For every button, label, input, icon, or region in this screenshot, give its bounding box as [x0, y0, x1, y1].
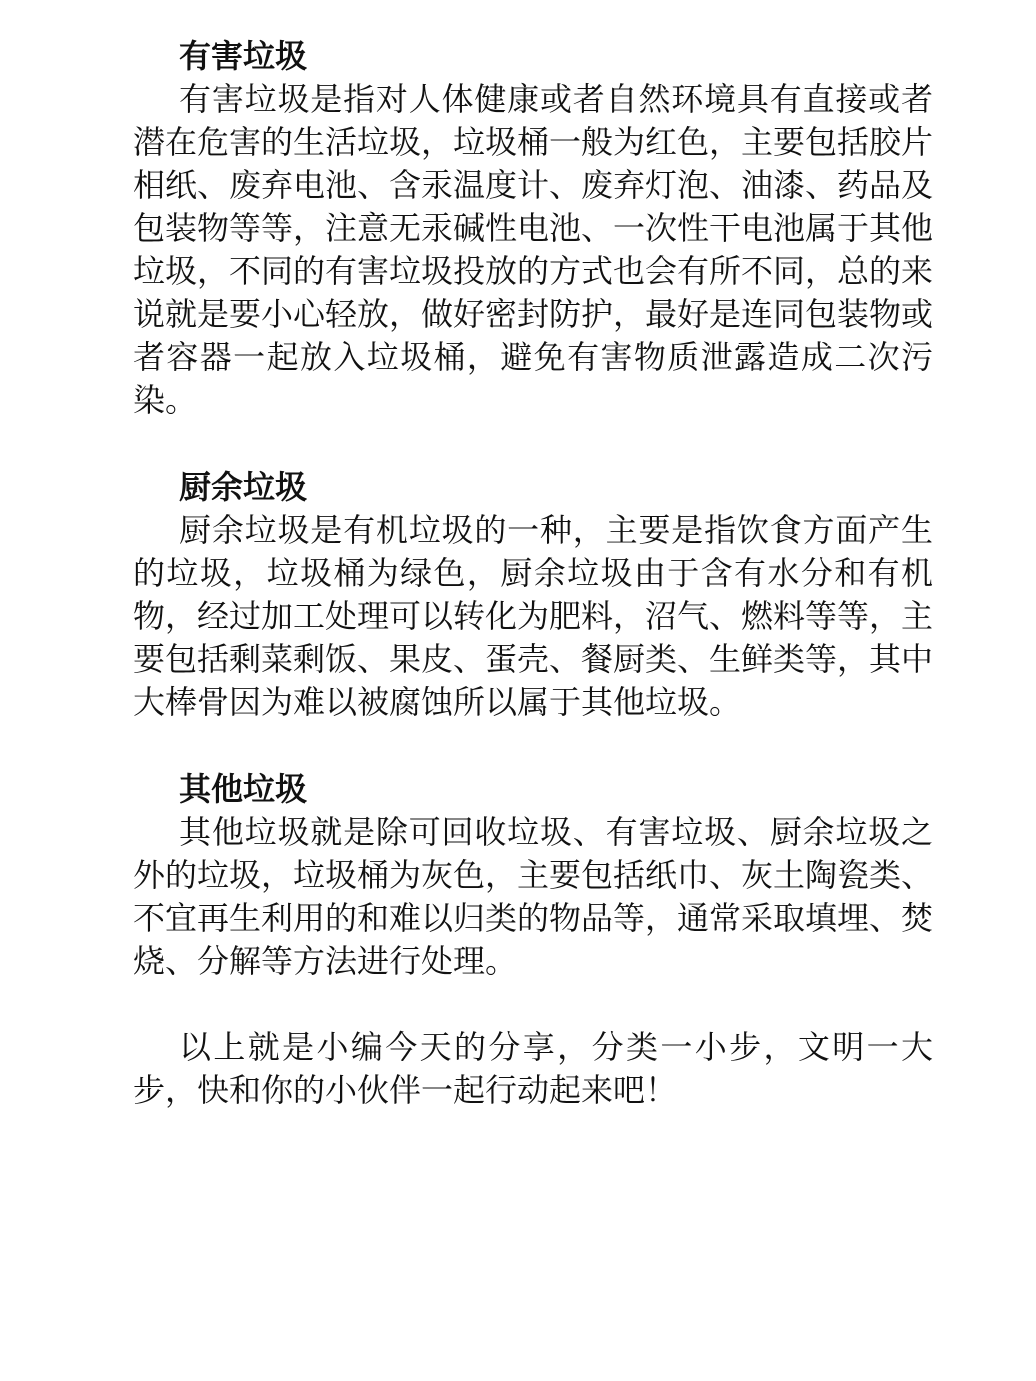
section-hazardous-waste — [133, 34, 933, 422]
closing-paragraph: 以上就是小编今天的分享，分类一小步，文明一大步，快和你的小伙伴一起行动起来吧！ — [133, 1028, 933, 1109]
closing-section — [133, 1026, 933, 1112]
section-heading: 其他垃圾 — [179, 770, 308, 808]
section-other-waste — [133, 767, 933, 983]
section-kitchen-waste — [133, 465, 933, 724]
spacer — [133, 422, 933, 465]
section-body: 其他垃圾就是除可回收垃圾、有害垃圾、厨余垃圾之外的垃圾，垃圾桶为灰色，主要包括纸巾、灰土陶瓷类、不宜再生利用的和难以归类的物品等，通常采取填埋、焚烧、分解等方法进行处理。 — [133, 813, 934, 980]
spacer — [133, 724, 933, 767]
section-body: 有害垃圾是指对人体健康或者自然环境具有直接或者潜在危害的生活垃圾，垃圾桶一般为红色，主要包括胶片相纸、废弃电池、含汞温度计、废弃灯泡、油漆、药品及包装物等等，注意无汞碱性电池、一次性干电池属于其他垃圾，不同的有害垃圾投放的方式也会有所不同，总的来说就是要小心轻放，做好密封防护，最好是连同包装物或者容器一起放入垃圾桶，避免有害物质泄露造成二次污染。 — [133, 80, 934, 419]
article — [133, 34, 933, 1112]
spacer — [133, 983, 933, 1026]
section-heading: 有害垃圾 — [179, 37, 308, 75]
section-body: 厨余垃圾是有机垃圾的一种，主要是指饮食方面产生的垃圾，垃圾桶为绿色，厨余垃圾由于含有水分和有机物，经过加工处理可以转化为肥料，沼气、燃料等等，主要包括剩菜剩饭、果皮、蛋壳、餐厨类、生鲜类等，其中大棒骨因为难以被腐蚀所以属于其他垃圾。 — [133, 511, 934, 721]
section-heading: 厨余垃圾 — [179, 468, 308, 506]
